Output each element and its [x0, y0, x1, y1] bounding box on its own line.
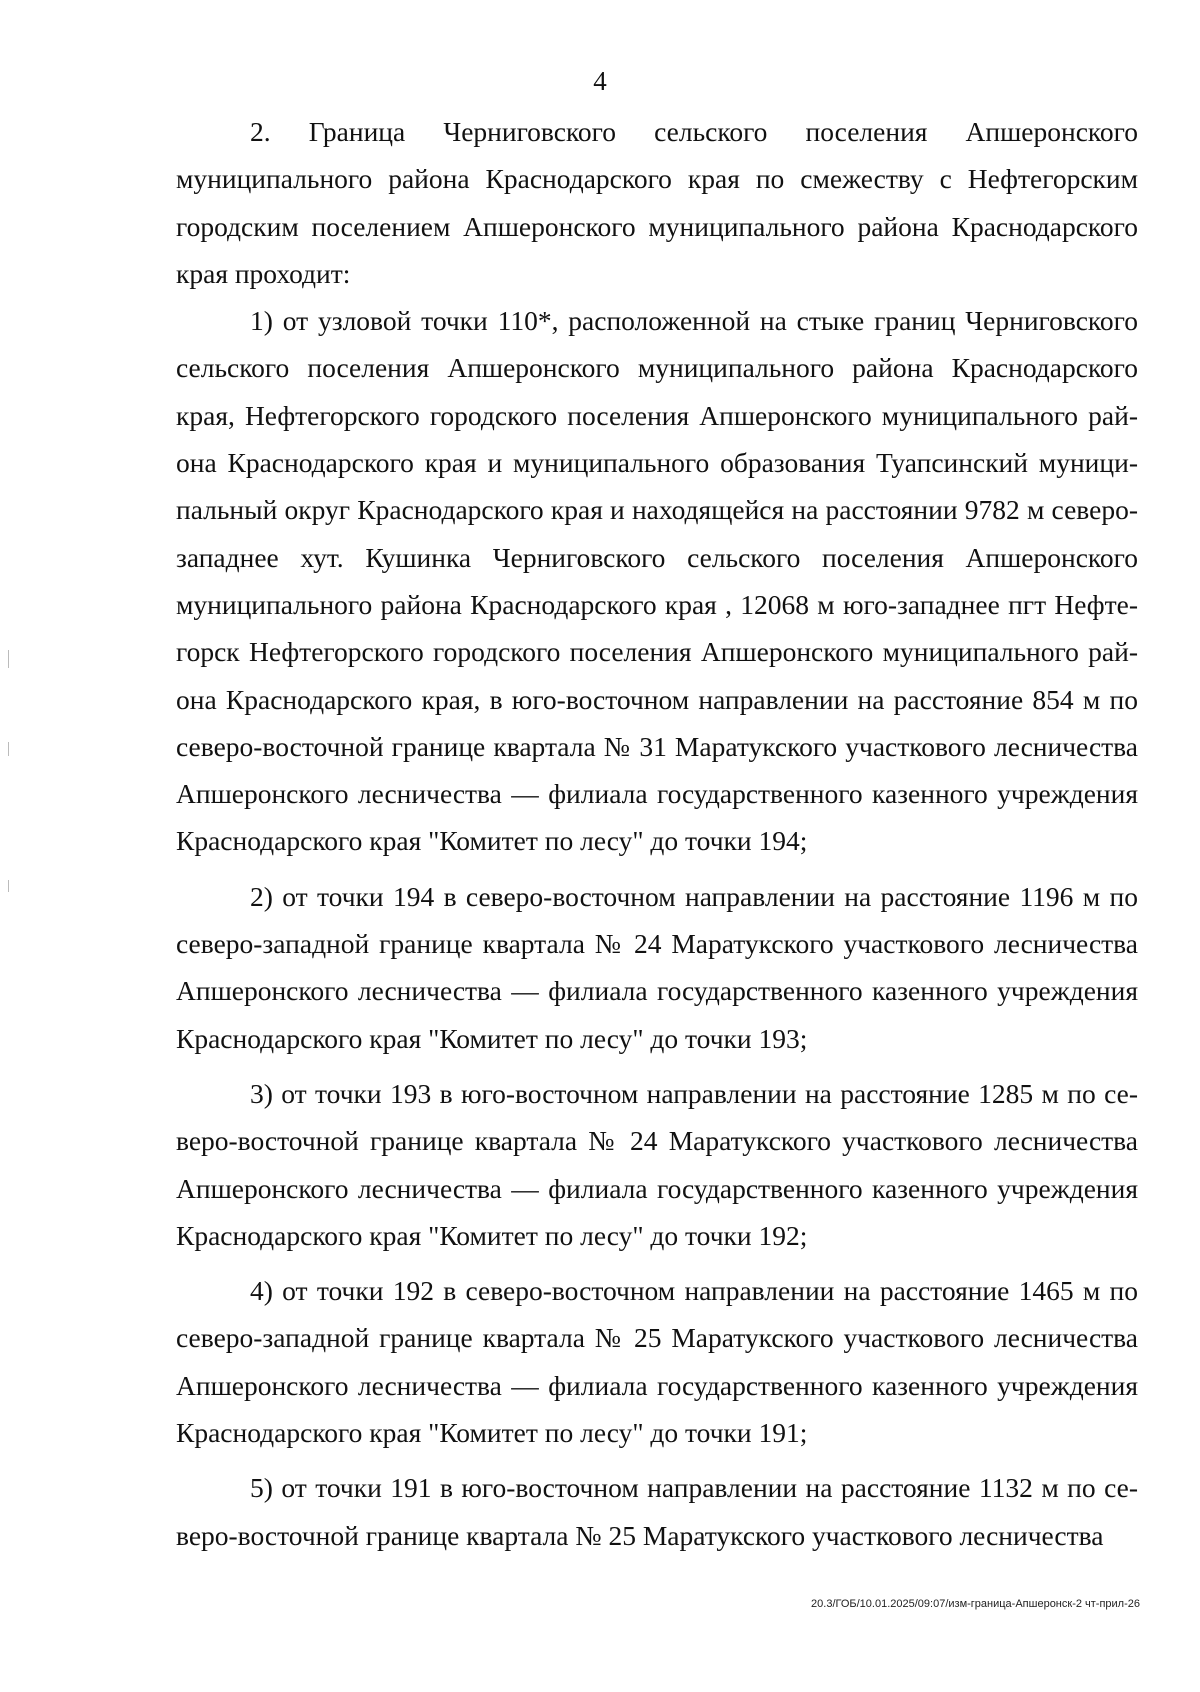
- paragraph-border-intro: 2. Граница Черниговского сельского поселения Апшеронского муниципального района Краснодарского края по смежеству с Нефтегорским городским поселением Апшеронского муниципального района Краснодарского края проходит:: [176, 116, 1138, 289]
- scan-edge-mark: [8, 880, 9, 892]
- page-number: 4: [593, 66, 607, 96]
- paragraph-point-4: 4) от точки 192 в северо-восточном направлении на расстояние 1465 м по северо-западной границе квартала № 25 Маратукского участкового лесничества Апшеронского лесничества — филиала государственного казенного учреждения Краснодарского края "Комитет по лесу" до точки 191;: [176, 1275, 1138, 1449]
- paragraph-point-3: 3) от точки 193 в юго-восточном направлении на расстояние 1285 м по северо-восточной границе квартала № 24 Маратукского участкового лесничества Апшеронского лесничества — филиала государственного казенного учреждения Краснодарского края "Комитет по лесу" до точки 192;: [176, 1077, 1138, 1251]
- paragraph-point-1: 1) от узловой точки 110*, расположенной на стыке границ Черниговского сельского поселения Апшеронского муниципального района Краснодарского края, Нефтегорского городского поселения Апшеронского муниципального района Краснодарского края и муниципального образования Туапсинский муниципальный округ Краснодарского края и находящейся на расстоянии 9782 м северо-западнее хут. Кушинка Черниговского сельского поселения Апшеронского муниципального района Краснодарского края , 12068 м юго-западнее пгт Нефтегорск Нефтегорского городского поселения Апшеронского муниципального района Краснодарского края, в юго-восточном направлении на расстояние 854 м по северо-восточной границе квартала № 31 Маратукского участкового лесничества Апшеронского лесничества — филиала государственного казенного учреждения Краснодарского края "Комитет по лесу" до точки 194;: [176, 305, 1138, 857]
- scan-edge-mark: [8, 742, 9, 756]
- document-body: [176, 108, 1138, 1559]
- paragraph-point-5: 5) от точки 191 в юго-восточном направлении на расстояние 1132 м по северо-восточной границе квартала № 25 Маратукского участкового лесничества: [176, 1472, 1138, 1551]
- scan-edge-mark: [8, 650, 9, 668]
- document-footer-code: 20.3/ГОБ/10.01.2025/09:07/изм-граница-Апшеронск-2 чт-прил-26: [811, 1598, 1140, 1610]
- paragraph-point-2: 2) от точки 194 в северо-восточном направлении на расстояние 1196 м по северо-западной границе квартала № 24 Маратукского участкового лесничества Апшеронского лесничества — филиала государственного казенного учреждения Краснодарского края "Комитет по лесу" до точки 193;: [176, 880, 1138, 1054]
